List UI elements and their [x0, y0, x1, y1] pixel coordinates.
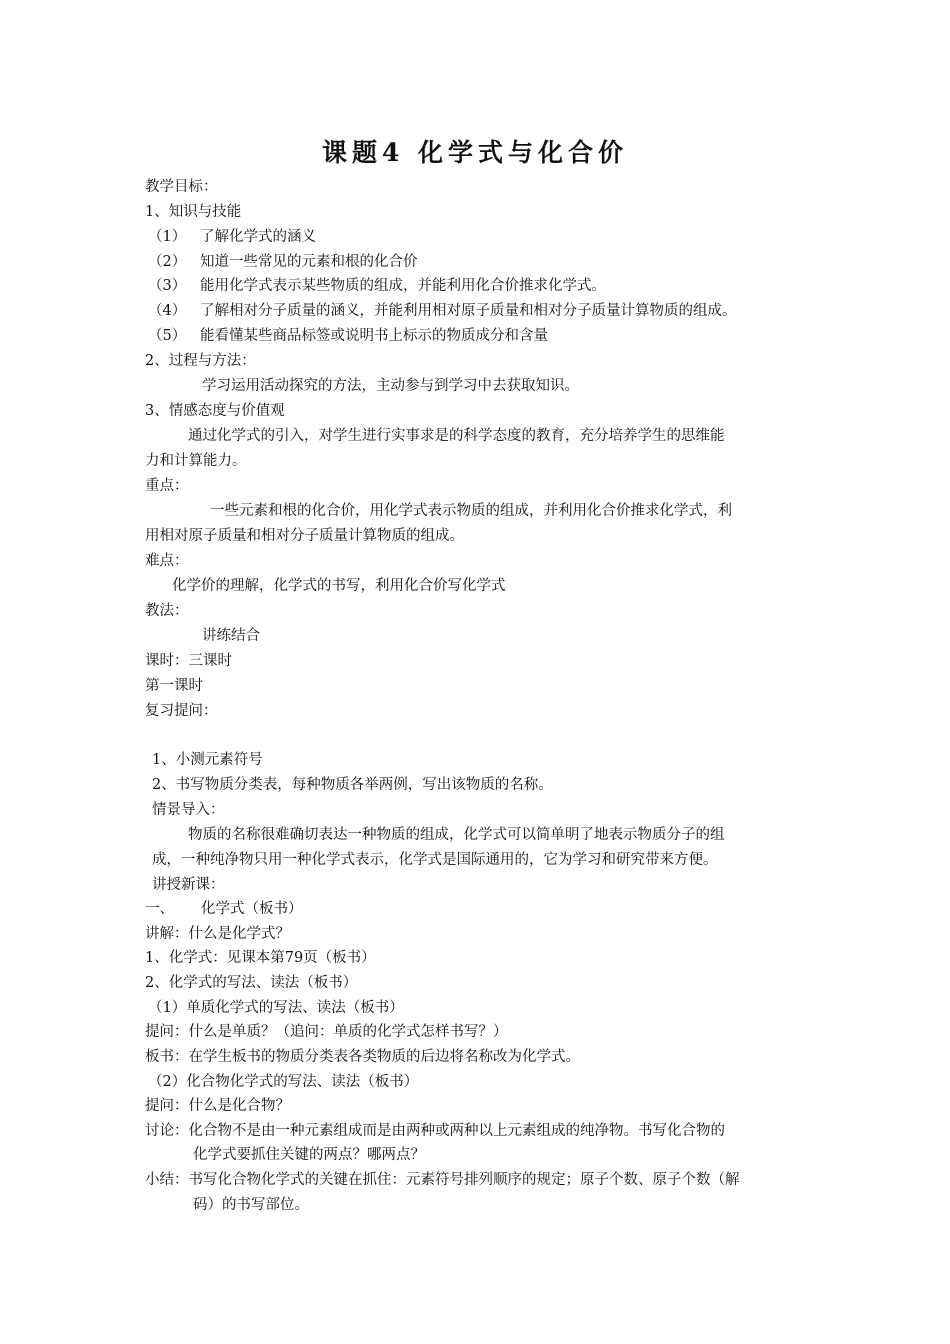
difficulties-heading: 难点：: [145, 553, 189, 569]
item-text: 了解化学式的涵义: [200, 229, 316, 245]
intro-text-line1: 物质的名称很难确切表达一种物质的组成，化学式可以简单明了地表示物质分子的组: [188, 827, 725, 843]
item-number: （1）: [148, 229, 187, 245]
lesson-line: 提问：什么是单质？（追问：单质的化学式怎样书写？）: [145, 1024, 508, 1040]
knowledge-heading: 1、知识与技能: [145, 204, 242, 220]
difficulties-text: 化学价的理解，化学式的书写，利用化合价写化学式: [172, 578, 506, 594]
attitude-heading: 3、情感态度与价值观: [145, 403, 285, 419]
process-heading: 2、过程与方法：: [145, 353, 256, 369]
summary-line1: 小结：书写化合物化学式的关键在抓住：元素符号排列顺序的规定；原子个数、原子个数（解: [145, 1172, 740, 1188]
review-item: 1、小测元素符号: [152, 752, 263, 768]
lesson-line: （1）单质化学式的写法、读法（板书）: [148, 1000, 404, 1016]
lesson-line: 板书：在学生板书的物质分类表各类物质的后边将名称改为化学式。: [145, 1049, 580, 1065]
knowledge-item: [148, 301, 737, 321]
class-hours: 课时：三课时: [145, 653, 232, 669]
item-number: （3）: [148, 278, 187, 294]
document-title: 课题4 化学式与化合价: [321, 138, 629, 167]
key-points-line2: 用相对原子质量和相对分子质量计算物质的组成。: [145, 528, 464, 544]
review-heading: 复习提问：: [145, 703, 218, 719]
review-item: 2、书写物质分类表，每种物质各举两例，写出该物质的名称。: [152, 777, 553, 793]
item-number: （2）: [148, 254, 187, 270]
summary-line2: 码）的书写部位。: [193, 1197, 309, 1213]
item-number: （4）: [148, 303, 187, 319]
intro-text-line2: 成，一种纯净物只用一种化学式表示，化学式是国际通用的，它为学习和研究带来方便。: [152, 852, 718, 868]
item-text: 知道一些常见的元素和根的化合价: [200, 254, 418, 270]
item-number: （5）: [148, 328, 187, 344]
lesson-line: 2、化学式的写法、读法（板书）: [145, 975, 358, 991]
intro-heading: 情景导入：: [152, 802, 225, 818]
attitude-text-line2: 力和计算能力。: [145, 453, 247, 469]
lesson-line: （2）化合物化学式的写法、读法（板书）: [148, 1074, 419, 1090]
lesson-line: 1、化学式：见课本第79页（板书）: [145, 950, 376, 966]
section-number: 一、: [145, 901, 174, 917]
knowledge-item: [148, 227, 316, 247]
key-points-heading: 重点：: [145, 478, 189, 494]
item-text: 能用化学式表示某些物质的组成，并能利用化合价推求化学式。: [200, 278, 606, 294]
process-text: 学习运用活动探究的方法，主动参与到学习中去获取知识。: [202, 378, 579, 394]
new-lesson-heading: 讲授新课：: [152, 877, 225, 893]
item-text: 能看懂某些商品标签或说明书上标示的物质成分和含量: [200, 328, 548, 344]
lesson-line: 提问：什么是化合物？: [145, 1098, 290, 1114]
discussion-line1: 讨论：化合物不是由一种元素组成而是由两种或两种以上元素组成的纯净物。书写化合物的: [145, 1123, 725, 1139]
attitude-text-line1: 通过化学式的引入，对学生进行实事求是的科学态度的教育，充分培养学生的思维能: [188, 428, 725, 444]
section-heading: [145, 899, 303, 919]
knowledge-item: [148, 252, 418, 272]
knowledge-item: [148, 326, 548, 346]
objectives-heading: 教学目标：: [145, 179, 218, 195]
discussion-line2: 化学式要抓住关键的两点？哪两点？: [193, 1147, 425, 1163]
key-points-line1: 一些元素和根的化合价，用化学式表示物质的组成，并利用化合价推求化学式，利: [210, 503, 732, 519]
section-title: 化学式（板书）: [201, 901, 303, 917]
method-heading: 教法：: [145, 603, 189, 619]
knowledge-item: [148, 276, 606, 296]
method-text: 讲练结合: [202, 628, 260, 644]
first-lesson: 第一课时: [145, 678, 203, 694]
lesson-line: 讲解：什么是化学式？: [145, 926, 290, 942]
item-text: 了解相对分子质量的涵义，并能利用相对原子质量和相对分子质量计算物质的组成。: [200, 303, 737, 319]
